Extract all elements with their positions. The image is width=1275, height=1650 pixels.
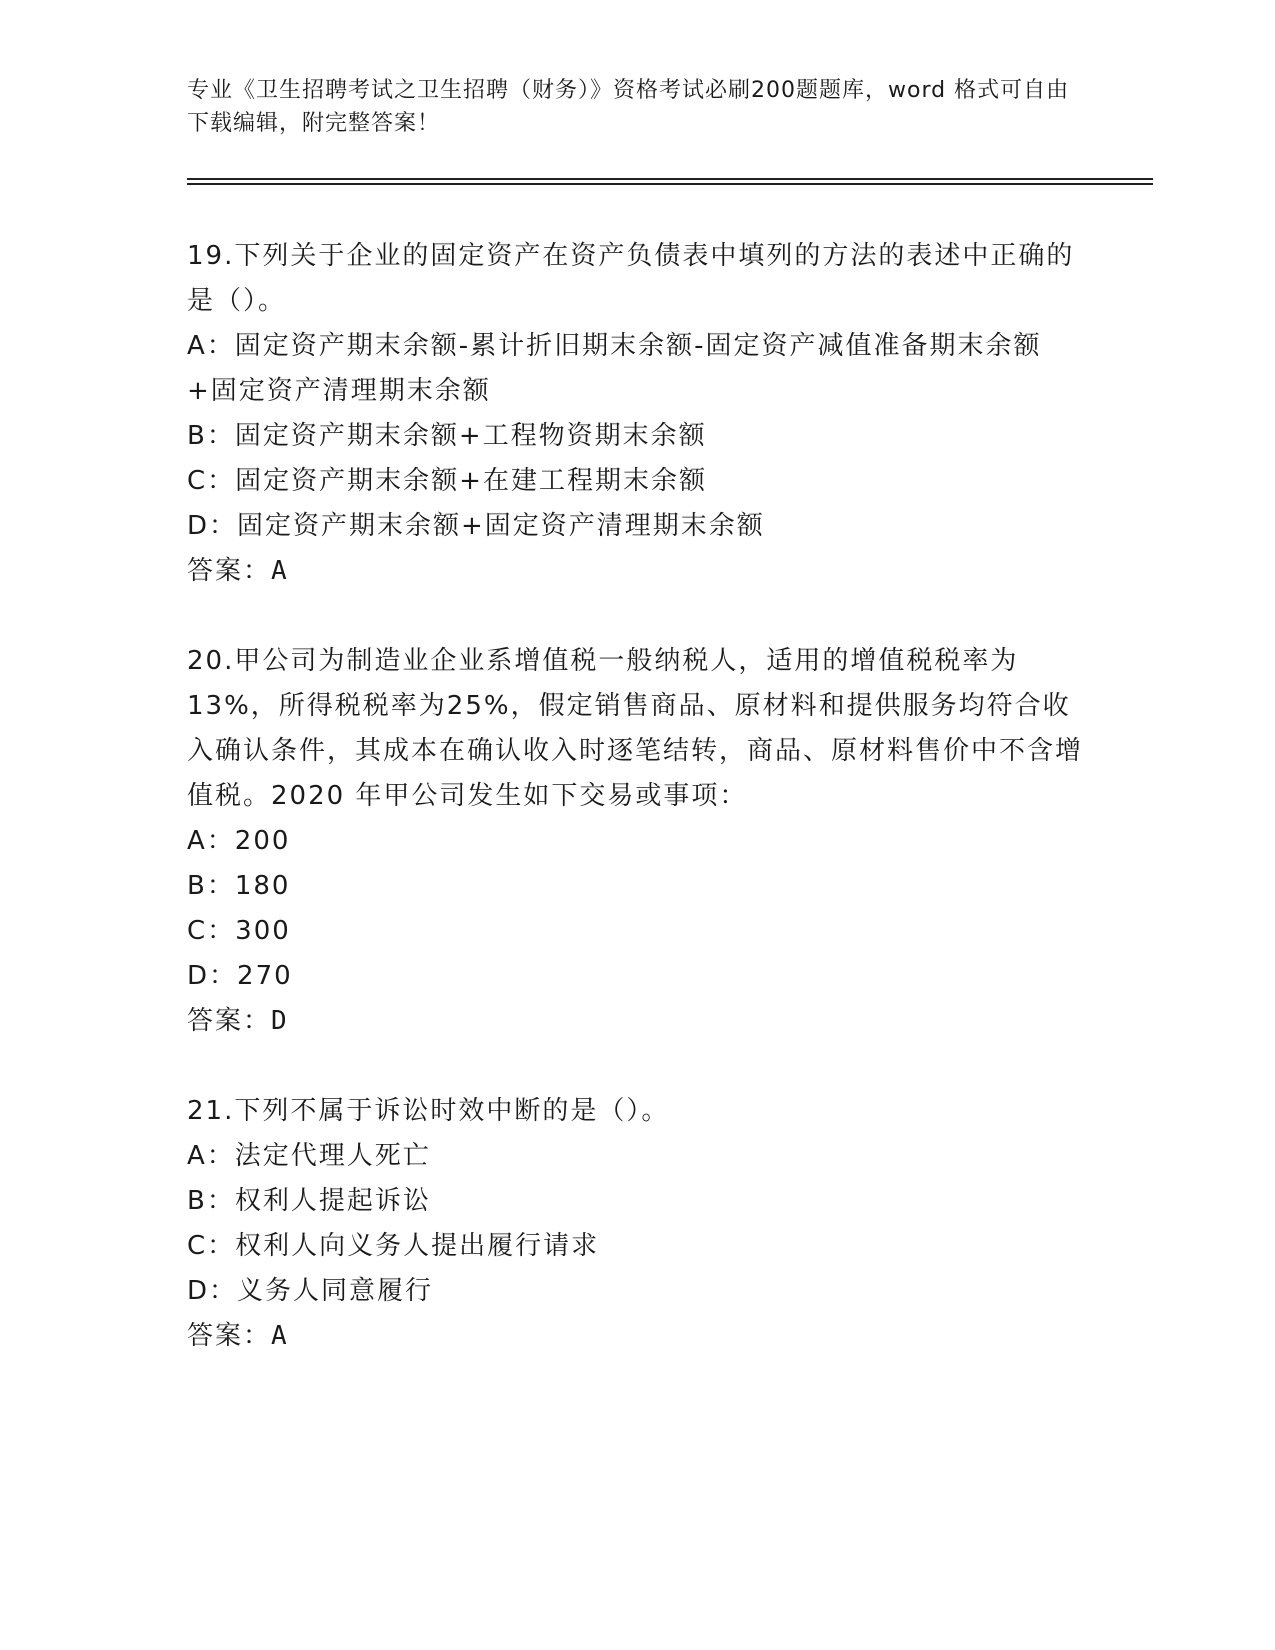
option-c: C：权利人向义务人提出履行请求 xyxy=(187,1231,600,1261)
question-stem: 20.甲公司为制造业企业系增值税一般纳税人，适用的增值税税率为13%，所得税税率为25%，假定销售商品、原材料和提供服务均符合收入确认条件，其成本在确认收入时逐笔结转，商品、原材料售价中不含增值税。2020 年甲公司发生如下交易或事项： xyxy=(187,646,1084,811)
option-a: A：固定资产期末余额-累计折旧期末余额-固定资产减值准备期末余额+固定资产清理期末余额 xyxy=(187,331,1042,406)
answer-label: 答案： xyxy=(187,1321,272,1351)
question-20 xyxy=(187,639,1087,1044)
option-d: D：270 xyxy=(187,961,293,991)
question-list xyxy=(187,234,1087,1404)
answer-value: D xyxy=(271,1006,287,1036)
option-b: B：固定资产期末余额+工程物资期末余额 xyxy=(187,421,707,451)
question-19 xyxy=(187,234,1087,594)
answer-label: 答案： xyxy=(187,1006,272,1036)
answer-line xyxy=(187,549,1087,594)
question-stem: 21.下列不属于诉讼时效中断的是（）。 xyxy=(187,1096,670,1126)
option-b: B：权利人提起诉讼 xyxy=(187,1186,431,1216)
question-stem: 19.下列关于企业的固定资产在资产负债表中填列的方法的表述中正确的是（）。 xyxy=(187,241,1075,316)
answer-label: 答案： xyxy=(187,556,272,586)
option-c: C：300 xyxy=(187,916,291,946)
header-divider xyxy=(187,178,1153,185)
answer-line xyxy=(187,1314,1087,1359)
question-21 xyxy=(187,1089,1087,1359)
option-c: C：固定资产期末余额+在建工程期末余额 xyxy=(187,466,707,496)
document-header: 专业《卫生招聘考试之卫生招聘（财务）》资格考试必刷200题题库，word 格式可自由下载编辑，附完整答案！ xyxy=(187,78,1070,136)
option-b: B：180 xyxy=(187,871,291,901)
answer-line xyxy=(187,999,1087,1044)
answer-value: A xyxy=(271,1321,287,1351)
answer-value: A xyxy=(271,556,287,586)
option-d: D：义务人同意履行 xyxy=(187,1276,434,1306)
option-a: A：法定代理人死亡 xyxy=(187,1141,431,1171)
option-a: A：200 xyxy=(187,826,291,856)
option-d: D：固定资产期末余额+固定资产清理期末余额 xyxy=(187,511,765,541)
